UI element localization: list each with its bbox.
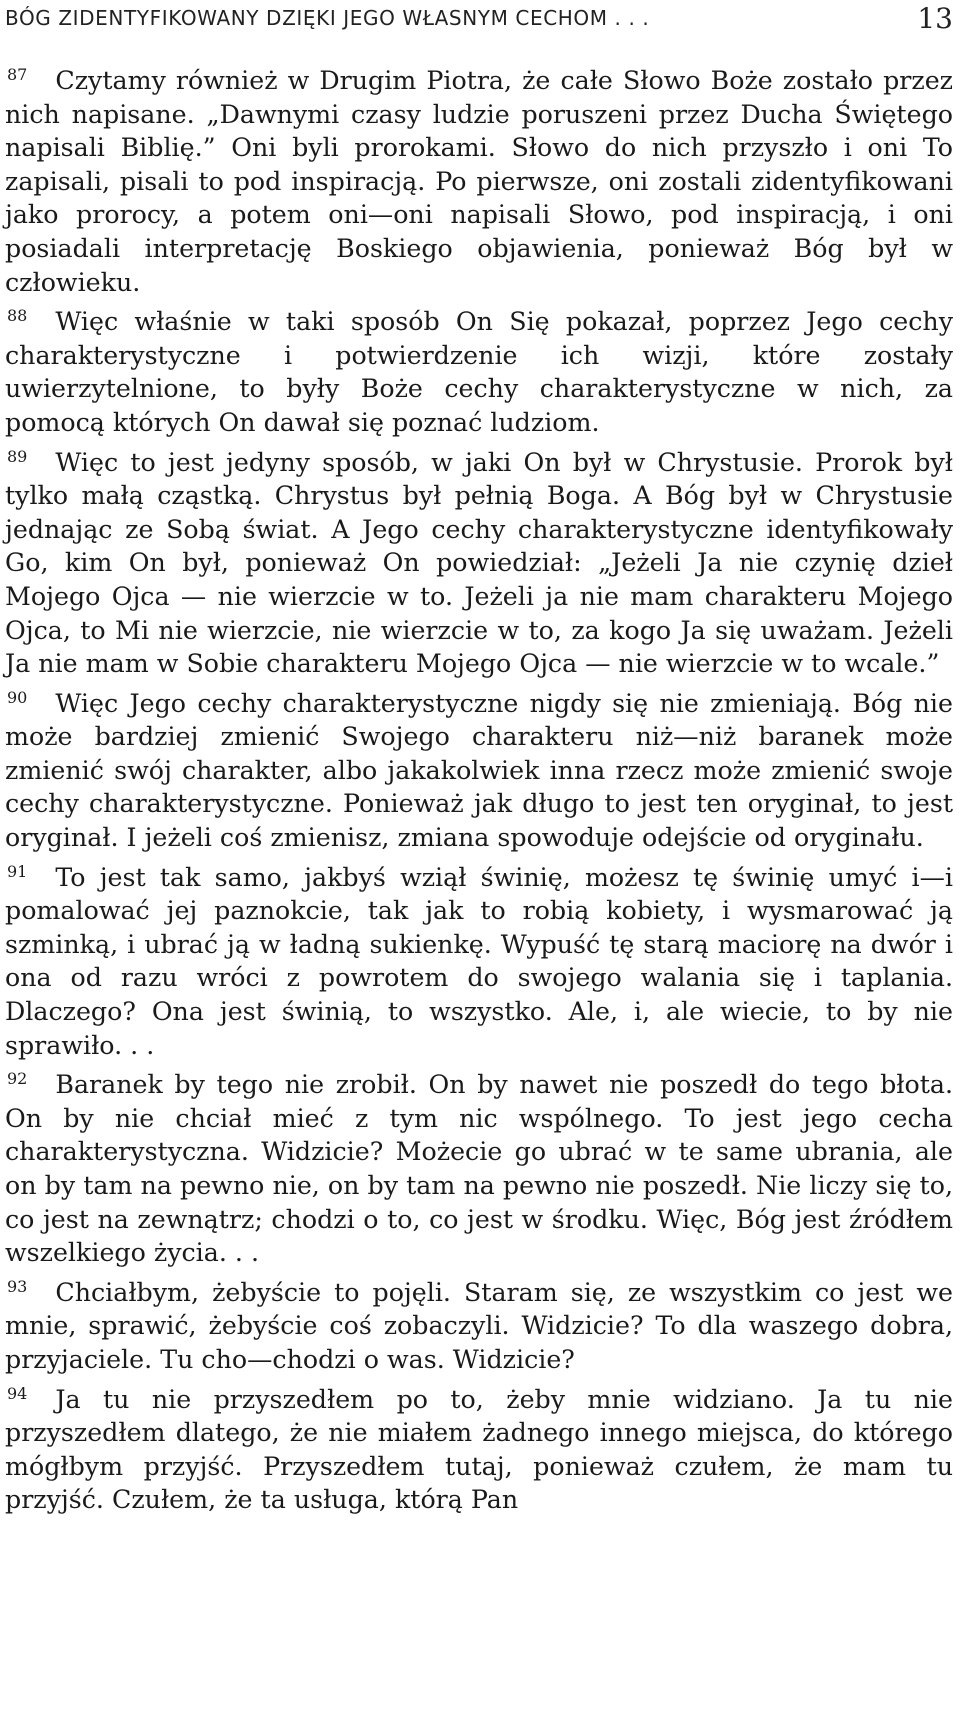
body-text bbox=[5, 64, 953, 1517]
paragraph-number: 94 bbox=[7, 1383, 28, 1403]
paragraph-number: 93 bbox=[7, 1276, 28, 1296]
paragraph-94 bbox=[5, 1383, 953, 1517]
paragraph-text: Czytamy również w Drugim Piotra, że całe Słowo Boże zostało przez nich napisane. „Dawnymi czasy ludzie poruszeni przez Ducha Świętego napisali Biblię.” Oni byli prorokami. Słowo do nich przyszło i oni To zapisali, pisali to pod inspiracją. Po pierwsze, oni zostali zidentyfikowani jako prorocy, a potem oni—oni napisali Słowo, pod inspiracją, i oni posiadali interpretację Boskiego objawienia, ponieważ Bóg był w człowieku. bbox=[5, 66, 953, 297]
paragraph-92 bbox=[5, 1068, 953, 1270]
paragraph-91 bbox=[5, 861, 953, 1063]
paragraph-number: 87 bbox=[7, 65, 28, 84]
paragraph-number: 89 bbox=[7, 446, 28, 466]
page-number: 13 bbox=[917, 2, 953, 35]
paragraph-text: To jest tak samo, jakbyś wziął świnię, możesz tę świnię umyć i—i pomalować jej paznokcie, tak jak to robią kobiety, i wysmarować ją szminką, i ubrać ją w ładną sukienkę. Wypuść tę starą maciorę na dwór i ona od razu wróci z powrotem do swojego walania się i taplania. Dlaczego? Ona jest świnią, to wszystko. Ale, i, ale wiecie, to by nie sprawiło. . . bbox=[5, 862, 953, 1060]
paragraph-text: Ja tu nie przyszedłem po to, żeby mnie widziano. Ja tu nie przyszedłem dlatego, że nie miałem żadnego innego miejsca, do którego mógłbym przyjść. Przyszedłem tutaj, ponieważ czułem, że mam tu przyjść. Czułem, że ta usługa, którą Pan bbox=[5, 1384, 953, 1515]
paragraph-text: Więc to jest jedyny sposób, w jaki On był w Chrystusie. Prorok był tylko małą cząstką. Chrystus był pełnią Boga. A Bóg był w Chrystusie jednając ze Sobą świat. A Jego cechy charakterystyczne identyfikowały Go, kim On był, ponieważ On powiedział: „Jeżeli Ja nie czynię dzieł Mojego Ojca — nie wierzcie w to. Jeżeli ja nie mam charakteru Mojego Ojca, to Mi nie wierzcie, nie wierzcie w to, za kogo Ja się uważam. Jeżeli Ja nie mam w Sobie charakteru Mojego Ojca — nie wierzcie w to wcale.” bbox=[5, 447, 953, 679]
paragraph-text: Chciałbym, żebyście to pojęli. Staram się, ze wszystkim co jest we mnie, sprawić, żebyście coś zobaczyli. Widzicie? To dla waszego dobra, przyjaciele. Tu cho—chodzi o was. Widzicie? bbox=[5, 1277, 953, 1374]
paragraph-number: 90 bbox=[7, 687, 28, 707]
paragraph-90 bbox=[5, 687, 953, 855]
paragraph-text: Więc właśnie w taki sposób On Się pokazał, poprzez Jego cechy charakterystyczne i potwierdzenie ich wizji, które zostały uwierzytelnione, to były Boże cechy charakterystyczne w nich, za pomocą których On dawał się poznać ludziom. bbox=[5, 307, 953, 437]
paragraph-text: Baranek by tego nie zrobił. On by nawet nie poszedł do tego błota. On by nie chciał mieć z tym nic wspólnego. To jest jego cecha charakterystyczna. Widzicie? Możecie go ubrać w te same ubrania, ale on by tam na pewno nie, on by tam na pewno nie poszedł. Nie liczy się to, co jest na zewnątrz; chodzi o to, co jest w środku. Więc, Bóg jest źródłem wszelkiego życia. . . bbox=[5, 1070, 953, 1268]
paragraph-number: 91 bbox=[7, 861, 28, 881]
paragraph-89 bbox=[5, 446, 953, 681]
running-header bbox=[5, 2, 953, 38]
paragraph-text: Więc Jego cechy charakterystyczne nigdy się nie zmieniają. Bóg nie może bardziej zmienić Swojego charakteru niż—niż baranek może zmienić swój charakter, albo jakakolwiek inna rzecz może zmienić swoje cechy charakterystyczne. Ponieważ jak długo to jest ten oryginał, to jest oryginał. I jeżeli coś zmienisz, zmiana spowoduje odejście od oryginału. bbox=[5, 688, 953, 853]
document-page bbox=[5, 0, 953, 1718]
paragraph-87 bbox=[5, 64, 953, 299]
header-title: BÓG ZIDENTYFIKOWANY DZIĘKI JEGO WŁASNYM CECHOM . . . bbox=[5, 6, 650, 30]
paragraph-number: 88 bbox=[7, 306, 28, 326]
paragraph-88 bbox=[5, 305, 953, 439]
paragraph-93 bbox=[5, 1276, 953, 1377]
paragraph-number: 92 bbox=[7, 1069, 28, 1089]
